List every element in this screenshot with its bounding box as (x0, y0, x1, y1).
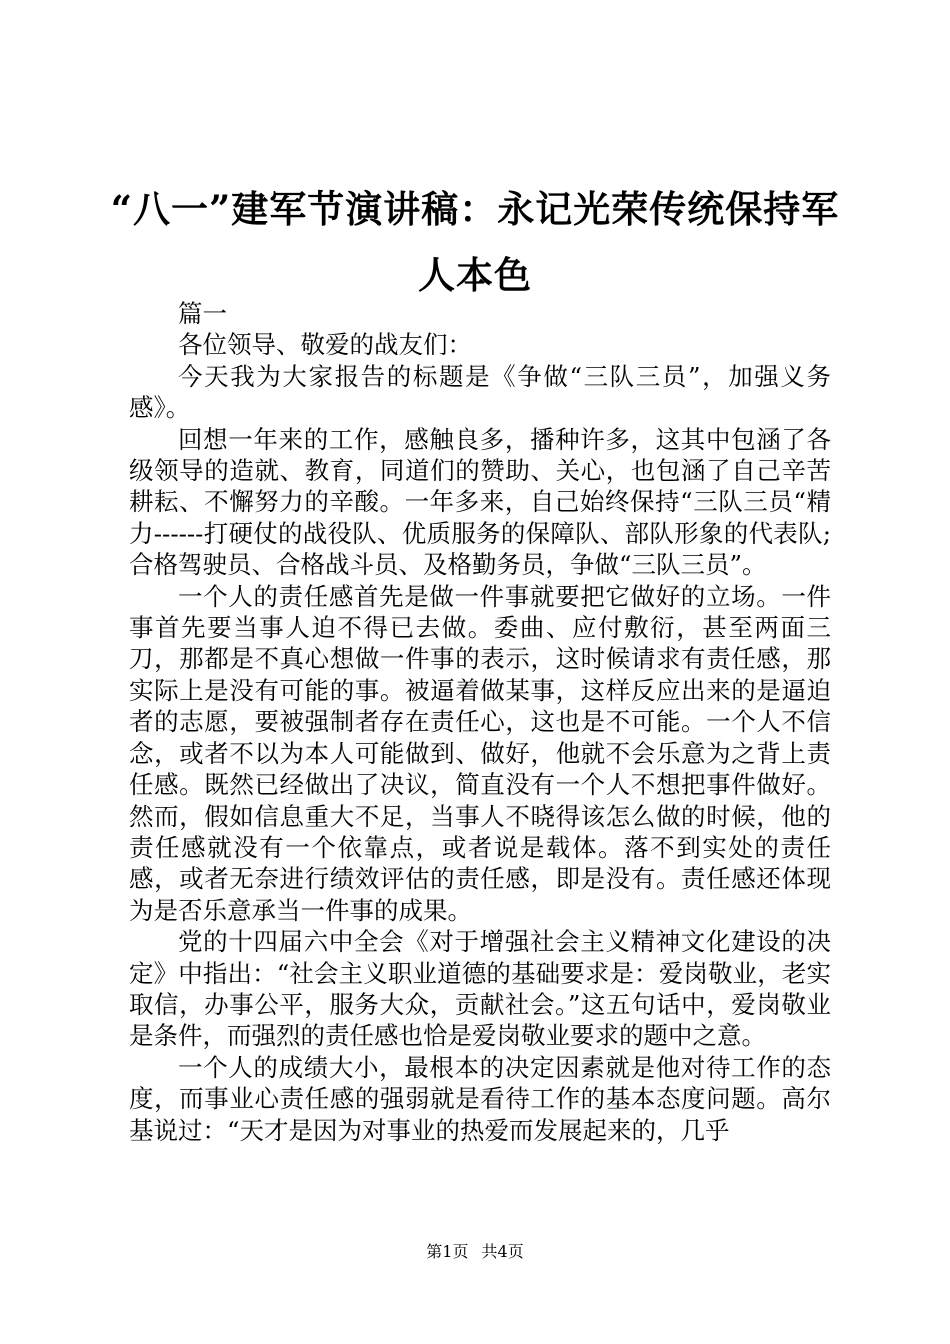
paragraph-section-label: 篇一 (178, 299, 227, 328)
paragraph-report-title: 今天我为大家报告的标题是《争做“三队三员”，加强义务感》。 (129, 361, 831, 423)
document-body (129, 298, 831, 1146)
paragraph-responsibility: 一个人的责任感首先是做一件事就要把它做好的立场。一件事首先要当事人迫不得已去做。委曲、应付敷衍，甚至两面三刀，那都是不真心想做一件事的表示，这时候请求有责任感，那实际上是没有可能的事。被逼着做某事，这样反应出来的是逼迫者的志愿，要被强制者存在责任心，这也是不可能。一个人不信念，或者不以为本人可能做到、做好，他就不会乐意为之背上责任感。既然已经做出了决议，简直没有一个人不想把事件做好。然而，假如信息重大不足，当事人不晓得该怎么做的时候，他的责任感就没有一个依靠点，或者说是载体。落不到实处的责任感，或者无奈进行绩效评估的责任感，即是没有。责任感还体现为是否乐意承当一件事的成果。 (129, 581, 831, 925)
document-title: “八一”建军节演讲稿：永记光荣传统保持军人本色 (110, 187, 840, 297)
paragraph-achievement: 一个人的成绩大小，最根本的决定因素就是他对待工作的态度，而事业心责任感的强弱就是看待工作的基本态度问题。高尔基说过：“天才是因为对事业的热爱而发展起来的，几乎 (129, 1052, 831, 1145)
page-number: 第1页 (426, 1242, 469, 1261)
paragraph-review: 回想一年来的工作，感触良多，播种许多，这其中包涵了各级领导的造就、教育，同道们的赞助、关心，也包涵了自己辛苦耕耘、不懈努力的辛酸。一年多来，自己始终保持“三队三员“精力------打硬仗的战役队、优质服务的保障队、部队形象的代表队;合格驾驶员、合格战斗员、及格勤务员，争做“三队三员”。 (129, 424, 831, 580)
paragraph-party-decision: 党的十四届六中全会《对于增强社会主义精神文化建设的决定》中指出：“社会主义职业道德的基础要求是：爱岗敬业，老实取信，办事公平，服务大众，贡献社会。”这五句话中，爱岗敬业是条件，而强烈的责任感也恰是爱岗敬业要求的题中之意。 (129, 927, 831, 1051)
page-total: 共4页 (481, 1242, 524, 1261)
paragraph-salutation: 各位领导、敬爱的战友们： (178, 330, 472, 360)
page-footer (0, 1241, 950, 1263)
